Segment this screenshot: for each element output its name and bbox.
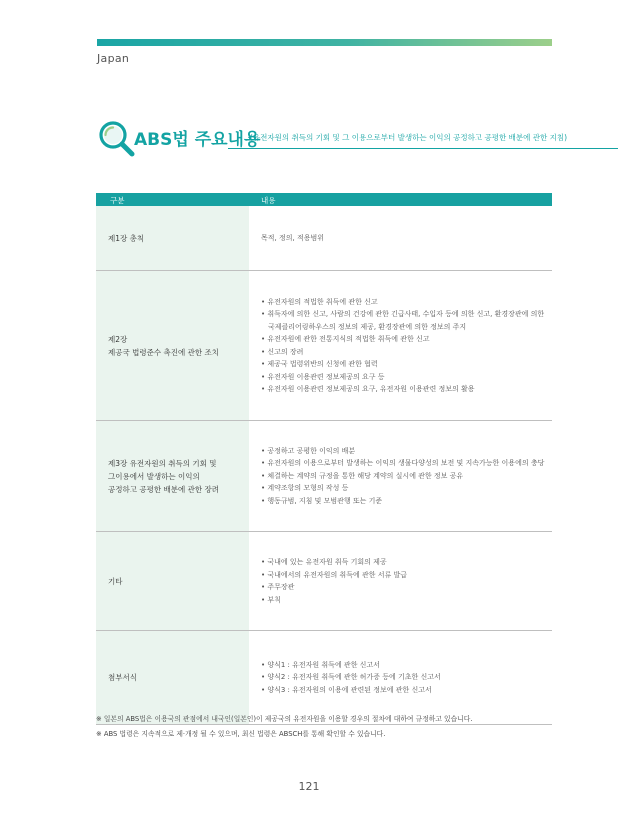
list-item: • 양식2 : 유전자원 취득에 관한 허가증 등에 기초한 신고서 — [261, 671, 546, 684]
list-item: • 신고의 장려 — [261, 346, 546, 359]
list-item: • 취득자에 의한 신고, 사람의 건강에 관한 긴급사태, 수입자 등에 의한 신고, 환경장관에 의한 국제클리어링하우스의 정보의 제공, 환경장관에 의한 정보의 주지 — [261, 308, 546, 333]
country-label: Japan — [97, 52, 130, 65]
list-item: • 양식1 : 유전자원 취득에 관한 신고서 — [261, 659, 546, 672]
row-content — [249, 271, 552, 420]
header-bar — [97, 39, 552, 46]
row-content — [249, 206, 552, 270]
row-content — [249, 421, 552, 531]
list-item: • 유전자원의 이용으로부터 발생하는 이익의 생물다양성의 보전 및 지속가능한 이용에의 충당 — [261, 457, 546, 470]
list-item: • 양식3 : 유전자원의 이용에 관련된 정보에 관한 신고서 — [261, 684, 546, 697]
row-category — [96, 206, 249, 270]
table-row — [96, 206, 552, 271]
section-title — [96, 118, 566, 160]
row-category — [96, 631, 249, 724]
list-item: • 유전자원의 적법한 취득에 관한 신고 — [261, 296, 546, 309]
page-number: 121 — [298, 780, 320, 793]
category-label: 첨부서식 — [108, 673, 137, 682]
category-label: 기타 — [108, 576, 123, 586]
row-category — [96, 532, 249, 630]
title-subtitle: (유전자원의 취득의 기회 및 그 이용으로부터 발생하는 이익의 공정하고 공평한 배분에 관한 지침) — [250, 133, 568, 142]
list-item: • 행동규범, 지침 및 모범관행 또는 기준 — [261, 495, 546, 508]
header-content: 내용 — [261, 196, 276, 205]
list-item: • 주무장관 — [261, 581, 546, 594]
category-label: 제1장 총칙 — [108, 233, 145, 243]
footnote: ※ ABS 법령은 지속적으로 제·개정 될 수 있으며, 최신 법령은 ABSCH를 통해 확인할 수 있습니다. — [96, 730, 386, 738]
header-category: 구분 — [110, 196, 125, 205]
footnotes — [96, 712, 556, 742]
row-content — [249, 532, 552, 630]
list-item: • 제공국 법령위반의 신청에 관한 협력 — [261, 358, 546, 371]
row-content — [249, 631, 552, 724]
list-item: • 유전자원 이용관련 정보제공의 요구, 유전자원 이용관련 정보의 활용 — [261, 383, 546, 396]
category-label: 제2장 제공국 법령준수 촉진에 관한 조치 — [108, 334, 219, 357]
abs-law-table — [96, 193, 552, 725]
list-item: • 체결하는 계약의 규정을 통한 해당 계약의 실시에 관한 정보 공유 — [261, 470, 546, 483]
magnifier-icon — [96, 118, 138, 160]
row-category — [96, 421, 249, 531]
list-item: • 유전자원에 관한 전통지식의 적법한 취득에 관한 신고 — [261, 333, 546, 346]
list-item: • 공정하고 공평한 이익의 배분 — [261, 445, 546, 458]
list-item: • 부칙 — [261, 594, 546, 607]
list-item: • 국내에서의 유전자원의 취득에 관한 서류 발급 — [261, 569, 546, 582]
table-row — [96, 631, 552, 725]
table-row — [96, 271, 552, 421]
list-item: • 국내에 있는 유전자원 취득 기회의 제공 — [261, 556, 546, 569]
table-row — [96, 532, 552, 631]
row-category — [96, 271, 249, 420]
table-row — [96, 421, 552, 532]
table-header — [96, 193, 552, 206]
footnote: ※ 일본의 ABS법은 이용국의 관점에서 내국인(일본인)이 제공국의 유전자원을 이용할 경우의 절차에 대하여 규정하고 있습니다. — [96, 715, 473, 723]
content-text: 목적, 정의, 적용범위 — [261, 234, 324, 242]
title-underline — [228, 148, 618, 149]
list-item: • 유전자원 이용관련 정보제공의 요구 등 — [261, 371, 546, 384]
title-main: ABS법 주요내용 — [134, 130, 261, 150]
category-label: 제3장 유전자원의 취득의 기회 및 그이용에서 발생하는 이익의 공정하고 공평한 배분에 관한 장려 — [108, 458, 219, 494]
list-item: • 계약조항의 모형의 작성 등 — [261, 482, 546, 495]
